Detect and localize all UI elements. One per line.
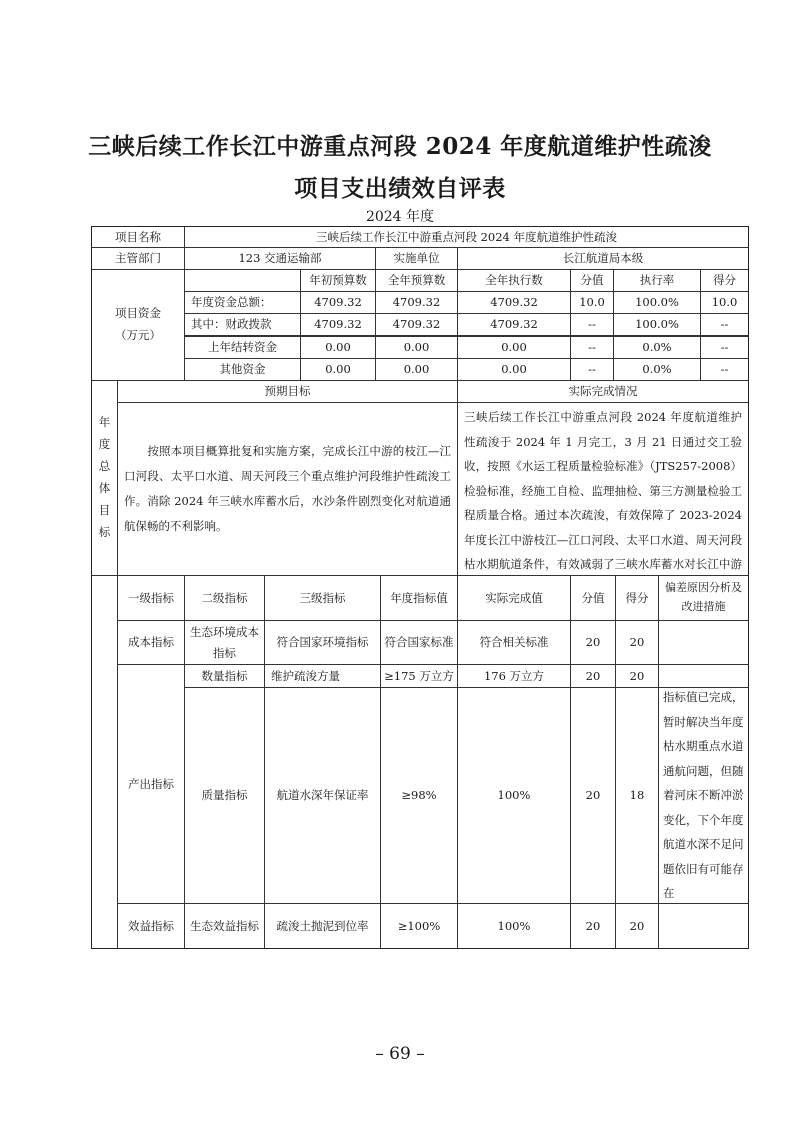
ind-row3-actual: 100%: [457, 687, 571, 904]
fund-score-value: --: [570, 336, 614, 359]
funds-header-score: 得分: [700, 269, 749, 292]
fund-initial-budget: 4709.32: [300, 313, 376, 336]
ind-row4-deviation: [658, 903, 749, 949]
fund-exec-rate: 100.0%: [613, 291, 701, 314]
fund-annual-budget: 0.00: [375, 336, 458, 359]
fund-score: 10.0: [700, 291, 749, 314]
goals-side-label: [91, 380, 118, 576]
year-label: 2024 年度: [365, 209, 435, 225]
ind-output-level1: 产出指标: [117, 664, 185, 904]
ind-row2-actual: 176 万立方: [457, 664, 571, 688]
ind-header-actual: 实际完成值: [457, 575, 571, 621]
ind-row1-level3: 符合国家环境指标: [264, 620, 381, 665]
ind-header-score-value: 分值: [570, 575, 616, 621]
funds-header-annual-budget: 全年预算数: [375, 269, 458, 292]
ind-row1-level2: 生态环境成本指标: [184, 620, 265, 665]
ind-row3-deviation: 指标值已完成，暂时解决当年度枯水期重点水道通航问题，但随着河床不断冲淤变化，下个年度航道水深不足问题依旧有可能存在: [658, 687, 749, 904]
funds-header-score-value: 分值: [570, 269, 614, 292]
dept-label: 主管部门: [91, 247, 185, 270]
ind-row1-score-value: 20: [570, 620, 616, 665]
ind-row4-level1: 效益指标: [117, 903, 185, 949]
ind-row1-target: 符合国家标准: [380, 620, 458, 665]
goals-side-char: 总: [98, 459, 111, 474]
ind-row3-level3: 航道水深年保证率: [264, 687, 381, 904]
ind-row3-score-value: 20: [570, 687, 616, 904]
fund-executed: 0.00: [457, 358, 571, 381]
document-title-line1: 三峡后续工作长江中游重点河段 2024 年度航道维护性疏浚: [88, 133, 712, 160]
expected-goal-text: 按照本项目概算批复和实施方案，完成长江中游的枝江—江口河段、太平口水道、周天河段三个重点维护河段维护性疏浚工作。消除 2024 年三峡水库蓄水后，水沙条件剧烈变化对航道通航保畅的不利影响。: [117, 402, 458, 576]
page-number: – 69 –: [375, 1044, 425, 1064]
ind-row1-actual: 符合相关标准: [457, 620, 571, 665]
ind-row2-target: ≥175 万立方: [380, 664, 458, 688]
ind-row2-score: 20: [615, 664, 659, 688]
ind-row3-score: 18: [615, 687, 659, 904]
project-name-label: 项目名称: [91, 226, 185, 248]
funds-header-executed: 全年执行数: [457, 269, 571, 292]
funds-unit: （万元）: [115, 328, 161, 342]
fund-exec-rate: 0.0%: [613, 336, 701, 359]
ind-header-target: 年度指标值: [380, 575, 458, 621]
ind-header-level1: 一级指标: [117, 575, 185, 621]
ind-row1-deviation: [658, 620, 749, 665]
funds-label-cell: [91, 269, 185, 381]
ind-row4-target: ≥100%: [380, 903, 458, 949]
fund-annual-budget: 0.00: [375, 358, 458, 381]
funds-label: 项目资金: [115, 306, 161, 321]
fund-score: --: [700, 336, 749, 359]
ind-row4-level3: 疏浚土抛泥到位率: [264, 903, 381, 949]
goals-side-char: 年: [98, 415, 111, 430]
actual-completion-header: 实际完成情况: [457, 380, 749, 403]
fund-initial-budget: 4709.32: [300, 291, 376, 314]
actual-completion-text: 三峡后续工作长江中游重点河段 2024 年度航道维护性疏浚于 2024 年 1 月完工，3 月 21 日通过交工验收，按照《水运工程质量检验标准》（JTS257-2008）检验标准，经施工自检、监理抽检、第三方测量检验工程质量合格。通过本次疏浚，有效保障了 2023-2024 年度长江中游枝江—江口河段、太平口水道、周天河段枯水期航道条件，有效减弱了三峡水库蓄水对长江中游: [457, 402, 749, 576]
fund-initial-budget: 0.00: [300, 358, 376, 381]
fund-score: --: [700, 313, 749, 336]
ind-header-level2: 二级指标: [184, 575, 265, 621]
funds-header-exec-rate: 执行率: [613, 269, 701, 292]
goals-side-char: 体: [98, 481, 111, 495]
funds-header-blank: [184, 269, 301, 292]
ind-row4-score-value: 20: [570, 903, 616, 949]
ind-row2-level2: 数量指标: [184, 664, 265, 688]
ind-row2-score-value: 20: [570, 664, 616, 688]
fund-initial-budget: 0.00: [300, 336, 376, 359]
fund-annual-budget: 4709.32: [375, 313, 458, 336]
dept-value: 123 交通运输部: [184, 247, 376, 270]
fund-executed: 4709.32: [457, 313, 571, 336]
fund-row-label: 其中：财政拨款: [184, 313, 301, 336]
goals-side-char: 度: [98, 437, 111, 452]
impl-label: 实施单位: [375, 247, 458, 270]
fund-score-value: --: [570, 358, 614, 381]
ind-header-deviation: 偏差原因分析及改进措施: [658, 575, 749, 621]
fund-executed: 4709.32: [457, 291, 571, 314]
document-title-line2: 项目支出绩效自评表: [294, 175, 506, 202]
funds-header-initial-budget: 年初预算数: [300, 269, 376, 292]
ind-row4-score: 20: [615, 903, 659, 949]
expected-goal-header: 预期目标: [117, 380, 458, 403]
fund-exec-rate: 100.0%: [613, 313, 701, 336]
ind-row4-level2: 生态效益指标: [184, 903, 265, 949]
fund-annual-budget: 4709.32: [375, 291, 458, 314]
ind-row3-target: ≥98%: [380, 687, 458, 904]
fund-row-label: 上年结转资金: [184, 336, 301, 359]
project-name-value: 三峡后续工作长江中游重点河段 2024 年度航道维护性疏浚: [184, 226, 749, 248]
ind-row4-actual: 100%: [457, 903, 571, 949]
ind-row1-level1: 成本指标: [117, 620, 185, 665]
ind-row3-level2: 质量指标: [184, 687, 265, 904]
impl-value: 长江航道局本级: [457, 247, 749, 270]
indicators-side-blank: [91, 575, 118, 949]
goals-side-char: 目: [98, 502, 111, 517]
ind-header-level3: 三级指标: [264, 575, 381, 621]
ind-row1-score: 20: [615, 620, 659, 665]
fund-score-value: --: [570, 313, 614, 336]
fund-score: --: [700, 358, 749, 381]
fund-executed: 0.00: [457, 336, 571, 359]
ind-header-score: 得分: [615, 575, 659, 621]
fund-score-value: 10.0: [570, 291, 614, 314]
fund-row-label: 年度资金总额：: [184, 291, 301, 314]
fund-row-label: 其他资金: [184, 358, 301, 381]
fund-exec-rate: 0.0%: [613, 358, 701, 381]
goals-side-char: 标: [98, 524, 111, 539]
ind-row2-level3: 维护疏浚方量: [264, 664, 381, 688]
